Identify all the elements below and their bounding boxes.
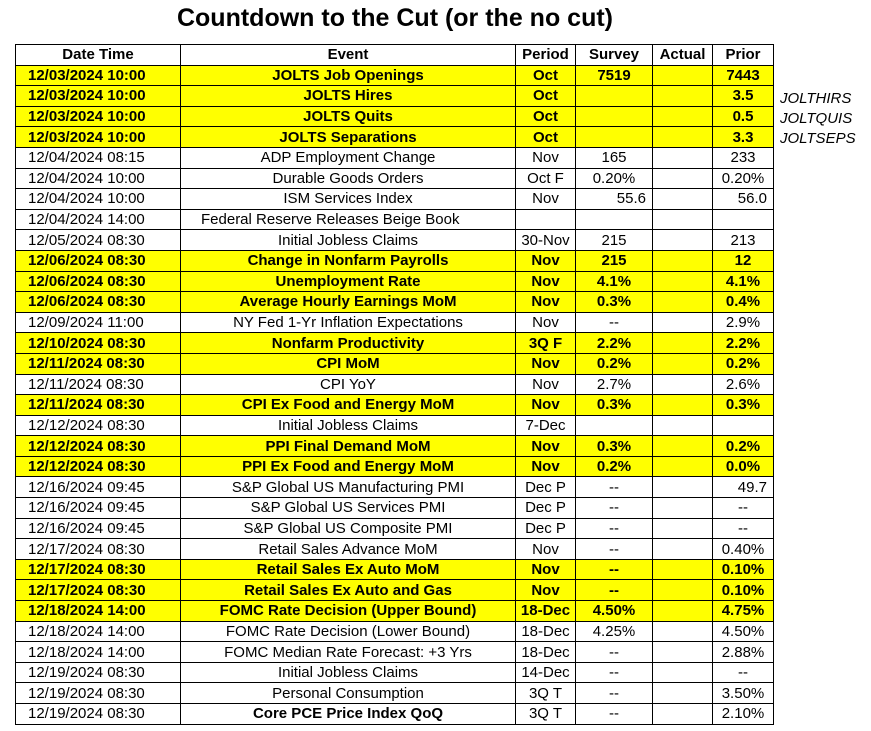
prior-cell: 7443 (713, 65, 774, 86)
table-row (16, 271, 774, 292)
table-row (16, 456, 774, 477)
date-time-cell: 12/17/2024 08:30 (16, 539, 181, 560)
period-cell: 18-Dec (516, 601, 576, 622)
table-row (16, 498, 774, 519)
prior-cell: 0.10% (713, 559, 774, 580)
event-cell: S&P Global US Composite PMI (181, 518, 516, 539)
event-cell: CPI MoM (181, 353, 516, 374)
actual-cell (653, 209, 713, 230)
table-row (16, 333, 774, 354)
table-row (16, 518, 774, 539)
survey-cell (576, 106, 653, 127)
actual-cell (653, 106, 713, 127)
survey-cell: 4.25% (576, 621, 653, 642)
event-cell: Retail Sales Ex Auto MoM (181, 559, 516, 580)
prior-cell: 2.10% (713, 704, 774, 725)
date-time-cell: 12/16/2024 09:45 (16, 518, 181, 539)
prior-cell: 2.6% (713, 374, 774, 395)
actual-cell (653, 250, 713, 271)
prior-cell: -- (713, 518, 774, 539)
actual-cell (653, 147, 713, 168)
period-cell: Nov (516, 395, 576, 416)
period-cell: 7-Dec (516, 415, 576, 436)
prior-cell: 3.3 (713, 127, 774, 148)
date-time-cell: 12/04/2024 10:00 (16, 168, 181, 189)
actual-cell (653, 127, 713, 148)
date-time-cell: 12/03/2024 10:00 (16, 106, 181, 127)
period-cell: Oct (516, 65, 576, 86)
prior-cell: 2.2% (713, 333, 774, 354)
event-cell: Average Hourly Earnings MoM (181, 292, 516, 313)
prior-cell: 56.0 (713, 189, 774, 210)
survey-cell: -- (576, 312, 653, 333)
prior-cell (713, 415, 774, 436)
actual-cell (653, 621, 713, 642)
period-cell: Nov (516, 539, 576, 560)
table-row (16, 477, 774, 498)
date-time-cell: 12/04/2024 10:00 (16, 189, 181, 210)
period-cell: Nov (516, 147, 576, 168)
period-cell: Nov (516, 436, 576, 457)
actual-cell (653, 683, 713, 704)
header-prior: Prior (713, 45, 774, 66)
prior-cell: 0.4% (713, 292, 774, 313)
event-cell: NY Fed 1-Yr Inflation Expectations (181, 312, 516, 333)
prior-cell: 0.3% (713, 395, 774, 416)
table-row (16, 147, 774, 168)
economic-calendar-table (15, 44, 774, 725)
table-row (16, 642, 774, 663)
prior-cell: 213 (713, 230, 774, 251)
actual-cell (653, 168, 713, 189)
date-time-cell: 12/18/2024 14:00 (16, 621, 181, 642)
event-cell: CPI YoY (181, 374, 516, 395)
actual-cell (653, 333, 713, 354)
prior-cell: 4.75% (713, 601, 774, 622)
survey-cell: 55.6 (576, 189, 653, 210)
survey-cell: -- (576, 498, 653, 519)
survey-cell: -- (576, 518, 653, 539)
prior-cell: 233 (713, 147, 774, 168)
table-row (16, 106, 774, 127)
survey-cell: 7519 (576, 65, 653, 86)
date-time-cell: 12/03/2024 10:00 (16, 86, 181, 107)
survey-cell: -- (576, 539, 653, 560)
period-cell: 30-Nov (516, 230, 576, 251)
event-cell: ADP Employment Change (181, 147, 516, 168)
table-row (16, 230, 774, 251)
actual-cell (653, 559, 713, 580)
table-row (16, 250, 774, 271)
table-row (16, 374, 774, 395)
survey-cell (576, 415, 653, 436)
actual-cell (653, 456, 713, 477)
event-cell: Retail Sales Advance MoM (181, 539, 516, 560)
date-time-cell: 12/17/2024 08:30 (16, 559, 181, 580)
actual-cell (653, 86, 713, 107)
period-cell (516, 209, 576, 230)
date-time-cell: 12/06/2024 08:30 (16, 250, 181, 271)
survey-cell: -- (576, 683, 653, 704)
survey-cell (576, 209, 653, 230)
prior-cell: 0.2% (713, 436, 774, 457)
survey-cell: 2.2% (576, 333, 653, 354)
table-row (16, 601, 774, 622)
survey-cell: 4.1% (576, 271, 653, 292)
date-time-cell: 12/10/2024 08:30 (16, 333, 181, 354)
table-row (16, 127, 774, 148)
prior-cell: 3.5 (713, 86, 774, 107)
table-row (16, 683, 774, 704)
actual-cell (653, 271, 713, 292)
date-time-cell: 12/06/2024 08:30 (16, 292, 181, 313)
page-title: Countdown to the Cut (or the no cut) (176, 4, 613, 32)
period-cell: Dec P (516, 498, 576, 519)
period-cell: Nov (516, 189, 576, 210)
survey-cell: -- (576, 642, 653, 663)
date-time-cell: 12/16/2024 09:45 (16, 498, 181, 519)
table-row (16, 189, 774, 210)
survey-cell: 0.3% (576, 436, 653, 457)
survey-cell: 215 (576, 250, 653, 271)
header-event: Event (181, 45, 516, 66)
period-cell: Oct (516, 106, 576, 127)
event-cell: Durable Goods Orders (181, 168, 516, 189)
table-row (16, 312, 774, 333)
date-time-cell: 12/04/2024 14:00 (16, 209, 181, 230)
survey-cell: 0.20% (576, 168, 653, 189)
table-row (16, 65, 774, 86)
period-cell: Nov (516, 353, 576, 374)
event-cell: FOMC Median Rate Forecast: +3 Yrs (181, 642, 516, 663)
table-row (16, 168, 774, 189)
prior-cell: -- (713, 662, 774, 683)
table-row (16, 621, 774, 642)
actual-cell (653, 436, 713, 457)
survey-cell (576, 86, 653, 107)
table-row (16, 292, 774, 313)
date-time-cell: 12/03/2024 10:00 (16, 127, 181, 148)
survey-cell: 0.2% (576, 456, 653, 477)
date-time-cell: 12/11/2024 08:30 (16, 374, 181, 395)
actual-cell (653, 312, 713, 333)
table-row (16, 353, 774, 374)
event-cell: Nonfarm Productivity (181, 333, 516, 354)
event-cell: Initial Jobless Claims (181, 230, 516, 251)
date-time-cell: 12/09/2024 11:00 (16, 312, 181, 333)
side-label-jolthirs: JOLTHIRS (780, 90, 852, 107)
prior-cell: 0.0% (713, 456, 774, 477)
survey-cell: 0.3% (576, 395, 653, 416)
table-row (16, 559, 774, 580)
period-cell: 3Q T (516, 704, 576, 725)
period-cell: Oct F (516, 168, 576, 189)
actual-cell (653, 662, 713, 683)
actual-cell (653, 65, 713, 86)
prior-cell: 4.50% (713, 621, 774, 642)
period-cell: 3Q T (516, 683, 576, 704)
table-row (16, 539, 774, 560)
prior-cell: 12 (713, 250, 774, 271)
date-time-cell: 12/19/2024 08:30 (16, 662, 181, 683)
header-survey: Survey (576, 45, 653, 66)
survey-cell: -- (576, 704, 653, 725)
survey-cell: 4.50% (576, 601, 653, 622)
period-cell: Dec P (516, 518, 576, 539)
survey-cell (576, 127, 653, 148)
survey-cell: 2.7% (576, 374, 653, 395)
survey-cell: 215 (576, 230, 653, 251)
event-cell: Personal Consumption (181, 683, 516, 704)
period-cell: 18-Dec (516, 642, 576, 663)
table-row (16, 704, 774, 725)
event-cell: CPI Ex Food and Energy MoM (181, 395, 516, 416)
event-cell: JOLTS Job Openings (181, 65, 516, 86)
actual-cell (653, 353, 713, 374)
date-time-cell: 12/19/2024 08:30 (16, 683, 181, 704)
prior-cell: 0.20% (713, 168, 774, 189)
prior-cell: 0.10% (713, 580, 774, 601)
survey-cell: -- (576, 477, 653, 498)
date-time-cell: 12/11/2024 08:30 (16, 395, 181, 416)
actual-cell (653, 518, 713, 539)
prior-cell: 4.1% (713, 271, 774, 292)
prior-cell: 2.9% (713, 312, 774, 333)
date-time-cell: 12/12/2024 08:30 (16, 436, 181, 457)
actual-cell (653, 395, 713, 416)
event-cell: Unemployment Rate (181, 271, 516, 292)
period-cell: Nov (516, 250, 576, 271)
survey-cell: 165 (576, 147, 653, 168)
actual-cell (653, 415, 713, 436)
actual-cell (653, 601, 713, 622)
period-cell: Nov (516, 292, 576, 313)
prior-cell: 49.7 (713, 477, 774, 498)
event-cell: Retail Sales Ex Auto and Gas (181, 580, 516, 601)
event-cell: FOMC Rate Decision (Lower Bound) (181, 621, 516, 642)
prior-cell: -- (713, 498, 774, 519)
header-period: Period (516, 45, 576, 66)
event-cell: JOLTS Separations (181, 127, 516, 148)
actual-cell (653, 539, 713, 560)
date-time-cell: 12/17/2024 08:30 (16, 580, 181, 601)
actual-cell (653, 642, 713, 663)
date-time-cell: 12/19/2024 08:30 (16, 704, 181, 725)
actual-cell (653, 230, 713, 251)
event-cell: Initial Jobless Claims (181, 415, 516, 436)
date-time-cell: 12/18/2024 14:00 (16, 601, 181, 622)
actual-cell (653, 498, 713, 519)
event-cell: ISM Services Index (181, 189, 516, 210)
event-cell: Initial Jobless Claims (181, 662, 516, 683)
event-cell: Federal Reserve Releases Beige Book (181, 209, 516, 230)
table-row (16, 436, 774, 457)
period-cell: Nov (516, 271, 576, 292)
period-cell: 14-Dec (516, 662, 576, 683)
actual-cell (653, 477, 713, 498)
prior-cell: 2.88% (713, 642, 774, 663)
event-cell: JOLTS Hires (181, 86, 516, 107)
table-row (16, 662, 774, 683)
event-cell: PPI Final Demand MoM (181, 436, 516, 457)
date-time-cell: 12/18/2024 14:00 (16, 642, 181, 663)
actual-cell (653, 704, 713, 725)
date-time-cell: 12/03/2024 10:00 (16, 65, 181, 86)
table-row (16, 395, 774, 416)
prior-cell: 0.5 (713, 106, 774, 127)
period-cell: Dec P (516, 477, 576, 498)
table-row (16, 415, 774, 436)
event-cell: FOMC Rate Decision (Upper Bound) (181, 601, 516, 622)
prior-cell: 3.50% (713, 683, 774, 704)
period-cell: Nov (516, 580, 576, 601)
survey-cell: -- (576, 559, 653, 580)
table-row (16, 86, 774, 107)
actual-cell (653, 292, 713, 313)
event-cell: JOLTS Quits (181, 106, 516, 127)
header-actual: Actual (653, 45, 713, 66)
survey-cell: -- (576, 580, 653, 601)
survey-cell: 0.3% (576, 292, 653, 313)
event-cell: S&P Global US Manufacturing PMI (181, 477, 516, 498)
date-time-cell: 12/05/2024 08:30 (16, 230, 181, 251)
side-label-joltseps: JOLTSEPS (780, 130, 856, 147)
period-cell: Nov (516, 456, 576, 477)
actual-cell (653, 580, 713, 601)
period-cell: 3Q F (516, 333, 576, 354)
survey-cell: 0.2% (576, 353, 653, 374)
event-cell: Core PCE Price Index QoQ (181, 704, 516, 725)
side-label-joltquis: JOLTQUIS (780, 110, 853, 127)
prior-cell: 0.40% (713, 539, 774, 560)
header-date-time: Date Time (16, 45, 181, 66)
actual-cell (653, 189, 713, 210)
period-cell: Oct (516, 127, 576, 148)
event-cell: Change in Nonfarm Payrolls (181, 250, 516, 271)
date-time-cell: 12/12/2024 08:30 (16, 415, 181, 436)
prior-cell: 0.2% (713, 353, 774, 374)
table-row (16, 209, 774, 230)
period-cell: Nov (516, 312, 576, 333)
date-time-cell: 12/16/2024 09:45 (16, 477, 181, 498)
table-row (16, 580, 774, 601)
event-cell: PPI Ex Food and Energy MoM (181, 456, 516, 477)
date-time-cell: 12/04/2024 08:15 (16, 147, 181, 168)
table-header-row (16, 45, 774, 66)
date-time-cell: 12/12/2024 08:30 (16, 456, 181, 477)
date-time-cell: 12/06/2024 08:30 (16, 271, 181, 292)
date-time-cell: 12/11/2024 08:30 (16, 353, 181, 374)
period-cell: Nov (516, 374, 576, 395)
actual-cell (653, 374, 713, 395)
survey-cell: -- (576, 662, 653, 683)
period-cell: 18-Dec (516, 621, 576, 642)
event-cell: S&P Global US Services PMI (181, 498, 516, 519)
period-cell: Oct (516, 86, 576, 107)
prior-cell (713, 209, 774, 230)
period-cell: Nov (516, 559, 576, 580)
